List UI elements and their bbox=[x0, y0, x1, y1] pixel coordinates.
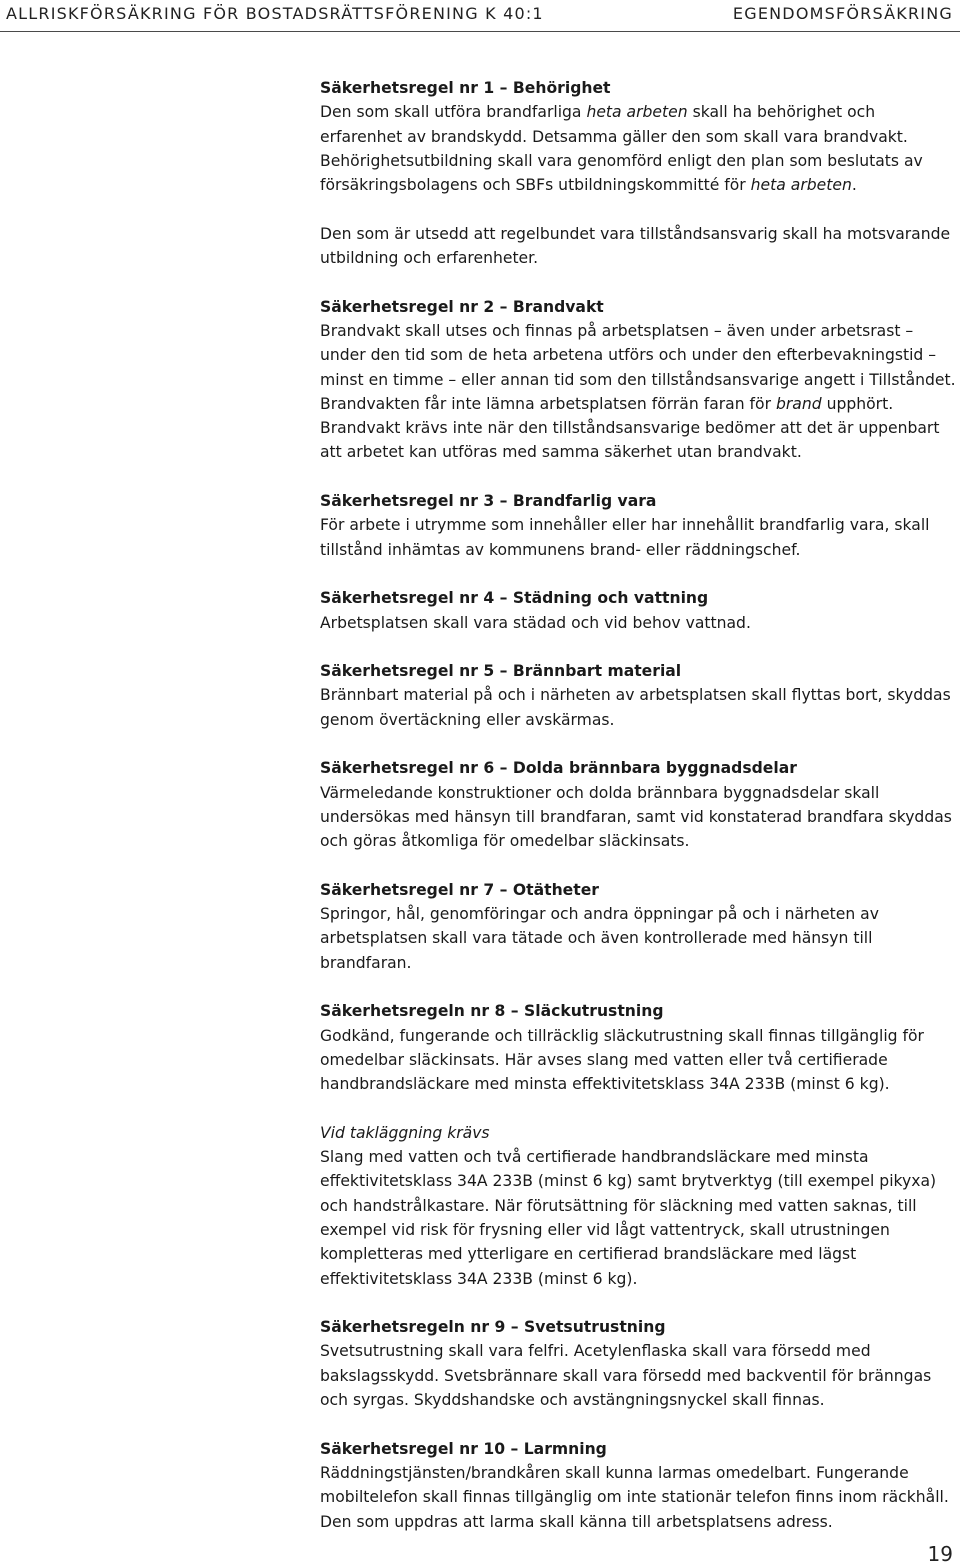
rule-8-sub-body: Slang med vatten och två certifierade handbrandsläckare med minsta effektivitetsklass 34A 233B (minst 6 kg) samt brytverktyg (till exempel pikyxa) och handstrålkastare. När förutsättning för släckning med vatten saknas, till exempel vid risk för frysning eller vid lågt vattentryck, skall utrustningen kompletteras med ytterligare en certifierad brandsläckare med lägst effektivitetsklass 34A 233B (minst 6 kg). bbox=[320, 1148, 937, 1288]
rule-5-section bbox=[320, 659, 956, 732]
rule-3-body: För arbete i utrymme som innehåller eller har innehållit brandfarlig vara, skall tillstånd inhämtas av kommunens brand- eller räddningschef. bbox=[320, 516, 930, 559]
rule-10-body: Räddningstjänsten/brandkåren skall kunna larmas omedelbart. Fungerande mobiltelefon skall finnas tillgänglig om inte stationär telefon finns inom räckhåll. Den som uppdras att larma skall känna till arbetsplatsens adress. bbox=[320, 1463, 949, 1531]
rule-8-body: Godkänd, fungerande och tillräcklig släckutrustning skall finnas tillgänglig för omedelbar släckinsats. Här avses slang med vatten eller två certifierade handbrandsläckare med minsta effektivitetsklass 34A 233B (minst 6 kg). bbox=[320, 1026, 924, 1094]
rule-2-body: Brandvakt skall utses och finnas på arbetsplatsen – även under arbetsrast – under den tid som de heta arbetena utförs och under den efterbevakningstid – minst en timme – eller annan tid som den tillståndsansvarige angett i Tillståndet. Brandvakten får inte lämna arbetsplatsen förrän faran för brand upphört. Brandvakt krävs inte när den tillståndsansvarige bedömer att det är uppenbart att arbetet kan utföras med samma säkerhet utan brandvakt. bbox=[320, 321, 956, 462]
rule-1-section bbox=[320, 76, 956, 270]
rule-4-section bbox=[320, 586, 956, 635]
rule-4-body: Arbetsplatsen skall vara städad och vid behov vattnad. bbox=[320, 613, 751, 632]
rule-7-title: Säkerhetsregel nr 7 – Otätheter bbox=[320, 880, 599, 899]
page-number: 19 bbox=[927, 1542, 953, 1566]
rule-8-section bbox=[320, 999, 956, 1291]
rule-10-title: Säkerhetsregel nr 10 – Larmning bbox=[320, 1439, 607, 1458]
rule-9-section bbox=[320, 1315, 956, 1412]
rule-8-subtitle: Vid takläggning krävs bbox=[320, 1123, 490, 1142]
rule-7-body: Springor, hål, genomföringar och andra öppningar på och i närheten av arbetsplatsen skall vara tätade och även kontrollerade med hänsyn till brandfaran. bbox=[320, 905, 879, 972]
rule-3-title: Säkerhetsregel nr 3 – Brandfarlig vara bbox=[320, 492, 657, 511]
rules-content bbox=[320, 76, 956, 1558]
page-header bbox=[0, 0, 960, 32]
rule-7-section bbox=[320, 878, 956, 975]
rule-9-body: Svetsutrustning skall vara felfri. Acetylenflaska skall vara försedd med bakslagsskydd. Svetsbrännare skall vara försedd med backventil för bränngas och syrgas. Skyddshandske och avstängningsnyckel skall finnas. bbox=[320, 1342, 932, 1410]
rule-2-section bbox=[320, 295, 956, 465]
rule-6-title: Säkerhetsregel nr 6 – Dolda brännbara byggnadsdelar bbox=[320, 759, 797, 778]
document-title: ALLRISKFÖRSÄKRING FÖR BOSTADSRÄTTSFÖRENING K 40:1 bbox=[6, 4, 544, 23]
rule-1-body-2: Den som är utsedd att regelbundet vara tillståndsansvarig skall ha motsvarande utbildning och erfarenheter. bbox=[320, 224, 951, 268]
rule-3-section bbox=[320, 489, 956, 562]
rule-6-section bbox=[320, 756, 956, 853]
rule-10-section bbox=[320, 1437, 956, 1534]
rule-9-title: Säkerhetsregeln nr 9 – Svetsutrustning bbox=[320, 1318, 666, 1337]
rule-5-title: Säkerhetsregel nr 5 – Brännbart material bbox=[320, 662, 682, 681]
rule-8-title: Säkerhetsregeln nr 8 – Släckutrustning bbox=[320, 1002, 664, 1021]
rule-1-title: Säkerhetsregel nr 1 – Behörighet bbox=[320, 79, 611, 97]
rule-1-body: Den som skall utföra brandfarliga heta arbeten skall ha behörighet och erfarenhet av brandskydd. Detsamma gäller den som skall vara brandvakt. Behörighetsutbildning skall vara genomförd enligt den plan som beslutats av försäkringsbolagens och SBFs utbildningskommitté för heta arbeten. bbox=[320, 103, 923, 195]
rule-5-body: Brännbart material på och i närheten av arbetsplatsen skall flyttas bort, skyddas genom övertäckning eller avskärmas. bbox=[320, 686, 951, 729]
rule-2-title: Säkerhetsregel nr 2 – Brandvakt bbox=[320, 297, 604, 316]
document-category: EGENDOMSFÖRSÄKRING bbox=[732, 4, 953, 23]
rule-4-title: Säkerhetsregel nr 4 – Städning och vattning bbox=[320, 589, 709, 608]
rule-6-body: Värmeledande konstruktioner och dolda brännbara byggnadsdelar skall undersökas med hänsyn till brandfaran, samt vid konstaterad brandfara skyddas och göras åtkomliga för omedelbar släckinsats. bbox=[320, 783, 952, 851]
